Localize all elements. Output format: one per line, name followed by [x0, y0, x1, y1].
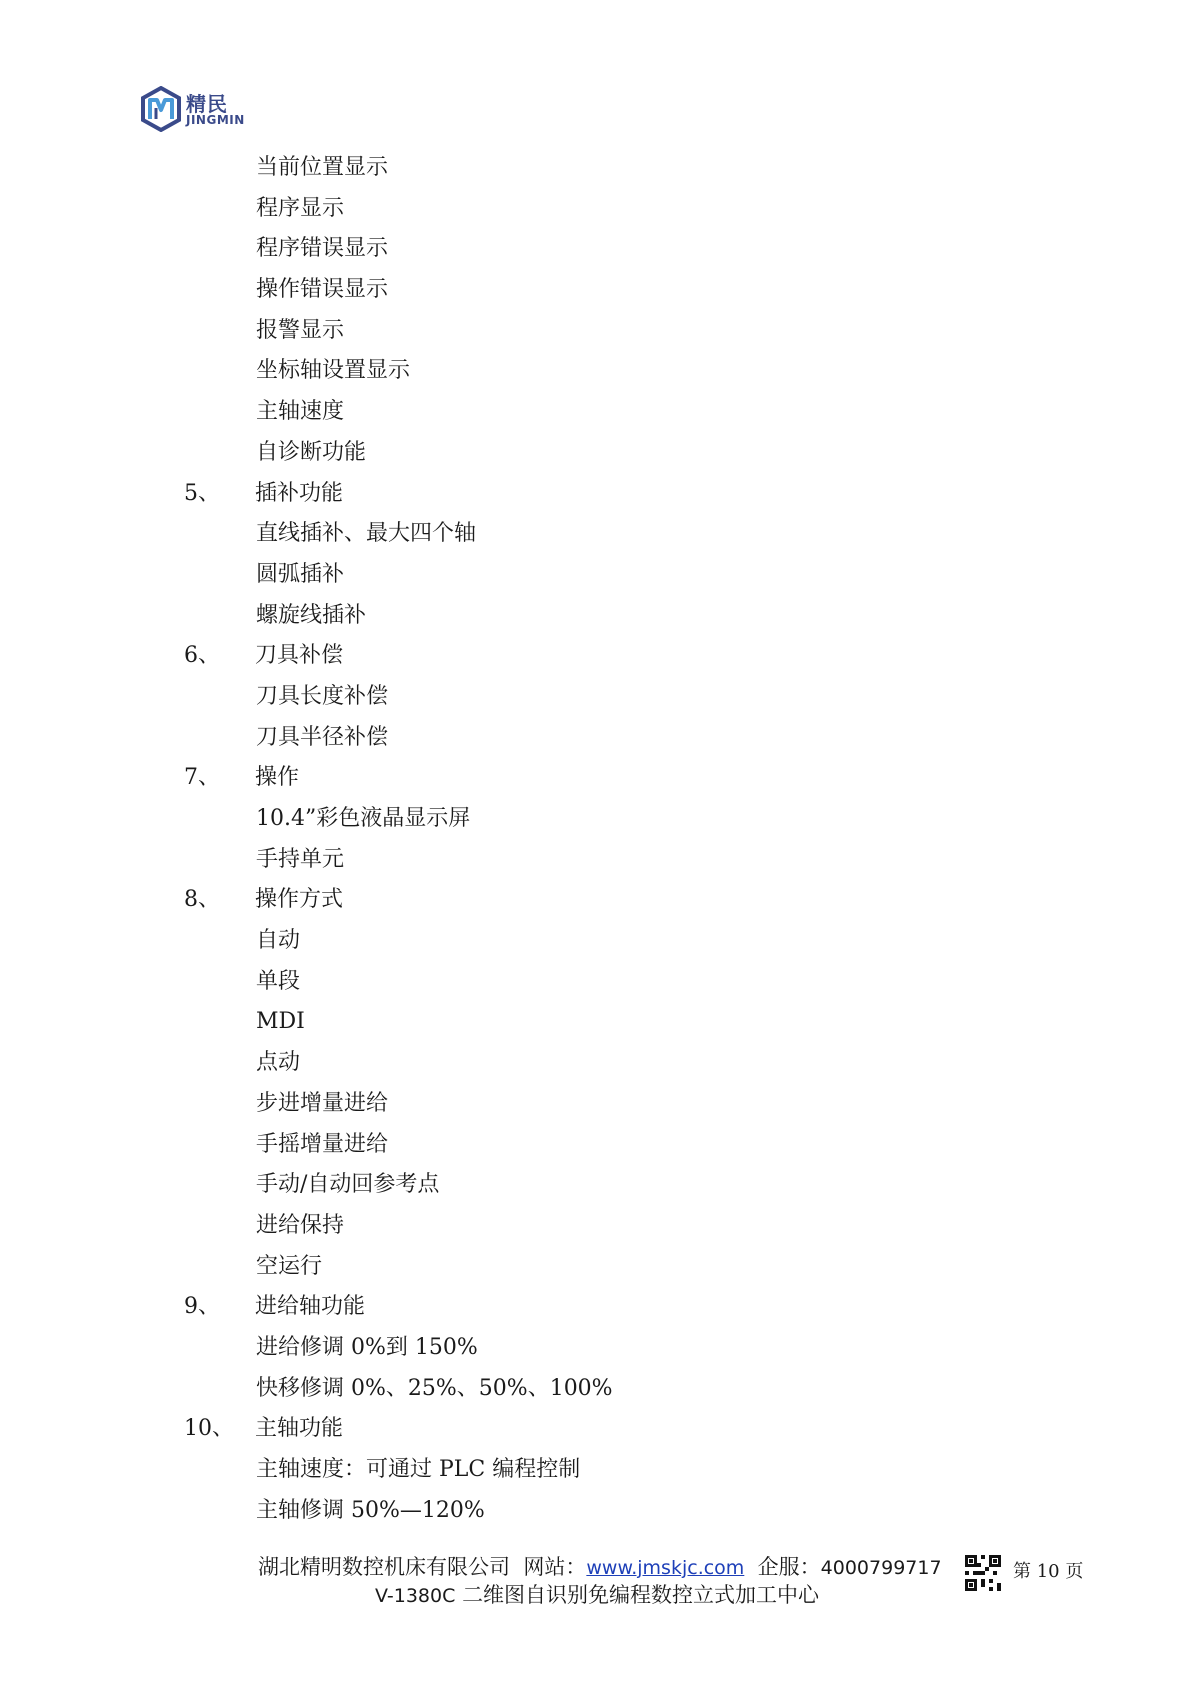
list-item-text: 手动/自动回参考点	[256, 1172, 440, 1198]
list-item-text: 刀具长度补偿	[256, 683, 389, 709]
qr-code-icon	[965, 1555, 1001, 1591]
list-item-text: 操作错误显示	[256, 277, 389, 303]
list-item-text: 手摇增量进给	[256, 1131, 389, 1157]
list-item-text: 进给修调 0%到 150%	[256, 1334, 478, 1360]
product-model: V-1380C	[375, 1585, 456, 1607]
list-item-text: 手持单元	[256, 846, 345, 872]
section-heading	[0, 1409, 1200, 1450]
list-item-text: 主轴速度	[256, 399, 345, 425]
page-number: 10	[1036, 1561, 1060, 1582]
section-heading	[0, 1287, 1200, 1328]
footer-contact-line	[258, 1551, 942, 1581]
website-link[interactable]: www.jmskjc.com	[586, 1557, 745, 1579]
section-number: 9、	[184, 1294, 220, 1320]
product-name: 二维图自识别免编程数控立式加工中心	[462, 1583, 820, 1607]
list-item-text: 自动	[256, 928, 301, 954]
list-item	[0, 148, 1200, 189]
list-item	[0, 311, 1200, 352]
list-item	[0, 718, 1200, 759]
list-item-text: 坐标轴设置显示	[256, 358, 411, 384]
list-item-text: 直线插补、最大四个轴	[256, 521, 477, 547]
list-item-text: 自诊断功能	[256, 439, 367, 465]
list-item-text: 单段	[256, 968, 301, 994]
service-label: 企服：	[757, 1555, 821, 1579]
list-item	[0, 1450, 1200, 1491]
list-item	[0, 1369, 1200, 1410]
list-item-text: 报警显示	[256, 317, 345, 343]
website-label: 网站：	[523, 1555, 587, 1579]
list-item	[0, 392, 1200, 433]
section-heading	[0, 474, 1200, 515]
section-heading	[0, 636, 1200, 677]
list-item-text: 刀具半径补偿	[256, 724, 389, 750]
list-item-text: 程序错误显示	[256, 236, 389, 262]
list-item	[0, 840, 1200, 881]
section-title: 刀具补偿	[255, 643, 344, 669]
list-item-text: 程序显示	[256, 195, 345, 221]
section-heading	[0, 880, 1200, 921]
section-title: 操作方式	[255, 887, 344, 913]
section-title: 进给轴功能	[255, 1294, 366, 1320]
list-item	[0, 1002, 1200, 1043]
list-item	[0, 677, 1200, 718]
list-item-text: 当前位置显示	[256, 155, 389, 180]
list-item-text: 主轴速度：可通过 PLC 编程控制	[256, 1457, 581, 1482]
logo-chinese-text: 精民	[186, 92, 228, 116]
list-item-text: 主轴修调 50%—120%	[256, 1497, 485, 1523]
list-item-text: 快移修调 0%、25%、50%、100%	[256, 1375, 613, 1401]
page-suffix: 页	[1065, 1561, 1084, 1582]
list-item	[0, 351, 1200, 392]
service-phone: 4000799717	[820, 1557, 942, 1579]
list-item	[0, 1165, 1200, 1206]
section-heading	[0, 758, 1200, 799]
section-number: 7、	[184, 765, 220, 791]
list-item	[0, 1084, 1200, 1125]
list-item-text: 步进增量进给	[256, 1090, 389, 1116]
jingmin-logo-icon	[140, 86, 182, 132]
list-item	[0, 1491, 1200, 1532]
company-name: 湖北精明数控机床有限公司	[258, 1555, 510, 1579]
list-item-text: 10.4”彩色液晶显示屏	[256, 806, 471, 831]
section-number: 5、	[184, 480, 220, 506]
list-item-text: 点动	[256, 1050, 301, 1076]
company-logo	[140, 86, 260, 134]
list-item	[0, 1043, 1200, 1084]
list-item	[0, 921, 1200, 962]
list-item	[0, 799, 1200, 840]
spec-list	[0, 148, 1200, 1531]
list-item	[0, 1206, 1200, 1247]
list-item	[0, 596, 1200, 637]
list-item	[0, 229, 1200, 270]
section-title: 操作	[255, 765, 300, 791]
list-item	[0, 270, 1200, 311]
list-item	[0, 514, 1200, 555]
list-item	[0, 1328, 1200, 1369]
page-prefix: 第	[1013, 1561, 1031, 1582]
section-number: 10、	[184, 1416, 234, 1442]
list-item	[0, 1125, 1200, 1166]
list-item-text: 螺旋线插补	[256, 602, 367, 628]
section-title: 插补功能	[255, 480, 344, 506]
footer-product-line	[375, 1579, 819, 1609]
list-item-text: 圆弧插补	[256, 561, 345, 587]
list-item	[0, 962, 1200, 1003]
section-title: 主轴功能	[255, 1416, 344, 1442]
list-item-text: MDI	[256, 1009, 305, 1035]
list-item-text: 进给保持	[256, 1212, 345, 1238]
logo-english-text: JINGMIN	[186, 113, 245, 127]
list-item-text: 空运行	[256, 1253, 323, 1279]
list-item	[0, 555, 1200, 596]
page-number-label	[1013, 1557, 1083, 1583]
list-item	[0, 433, 1200, 474]
section-number: 8、	[184, 887, 220, 913]
list-item	[0, 1247, 1200, 1288]
list-item	[0, 189, 1200, 230]
section-number: 6、	[184, 643, 220, 669]
